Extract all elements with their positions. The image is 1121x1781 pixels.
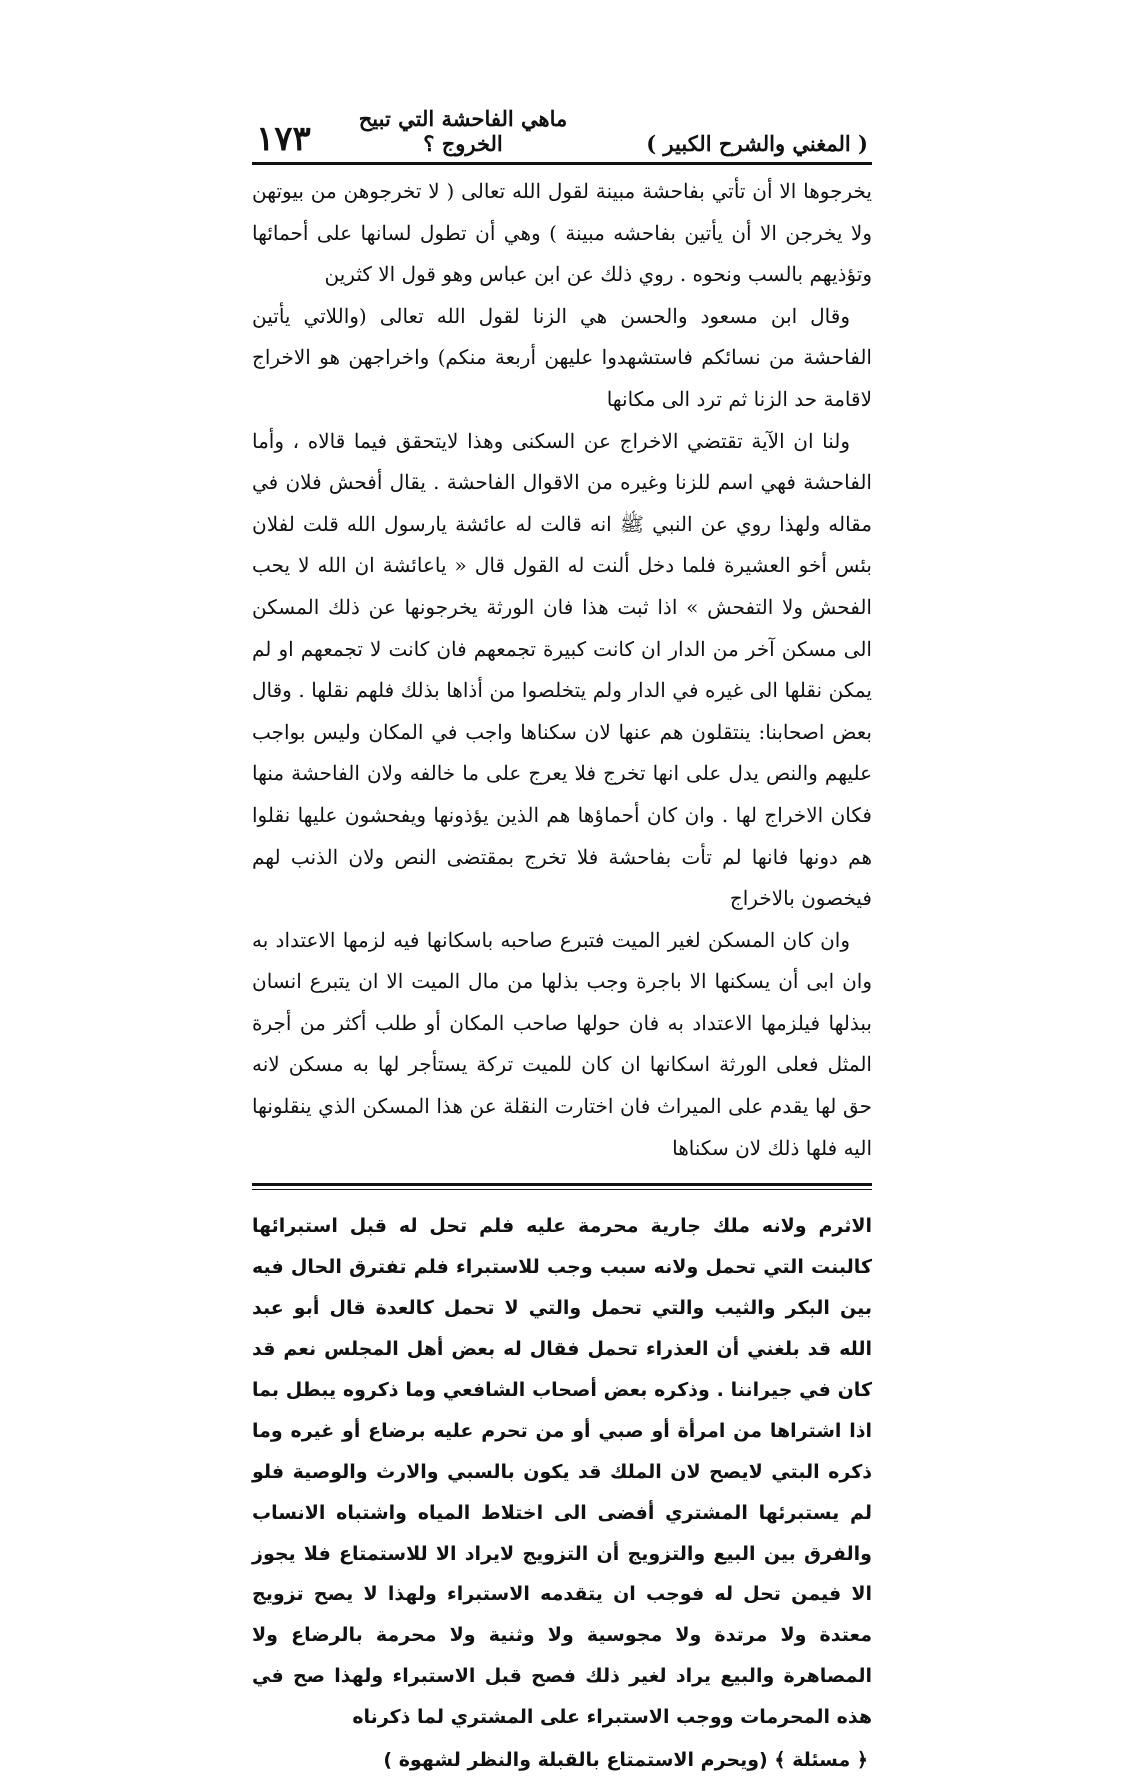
main-paragraph-2: وقال ابن مسعود والحسن هي الزنا لقول الله تعالى (واللاتي يأتين الفاحشة من نسائكم فاستشهدوا عليهن أربعة منكم) واخراجهن هو الاخراج لاقامة حد الزنا ثم ترد الى مكانها	[252, 303, 872, 411]
main-paragraph-1: يخرجوها الا أن تأتي بفاحشة مبينة لقول الله تعالى ( لا تخرجوهن من بيوتهن ولا يخرجن الا أن يأتين بفاحشه مبينة ) وهي أن تطول لسانها على أحمائها وتؤذيهم بالسب ونحوه . روي ذلك عن ابن عباس وهو قول الا كثرين	[252, 179, 872, 287]
section-divider	[252, 1183, 872, 1190]
issue-text: (ويحرم الاستمتاع بالقبلة والنظر لشهوة )	[383, 1749, 768, 1772]
main-text	[252, 171, 872, 1169]
commentary-paragraph: الاثرم ولانه ملك جارية محرمة عليه فلم تحل له قبل استبرائها كالبنت التي تحمل ولانه سبب وجب للاستبراء فلم تفترق الحال فيه بين البكر والثيب والتي تحمل والتي لا تحمل كالعدة قال أبو عبد الله قد بلغني أن العذراء تحمل فقال له بعض أهل المجلس نعم قد كان في جيراننا . وذكره بعض أصحاب الشافعي وما ذكروه يبطل بما اذا اشتراها من امرأة أو صبي أو من تحرم عليه برضاع أو غيره وما ذكره البتي لايصح لان الملك قد يكون بالسبي والارث والوصية فلو لم يستبرئها المشتري أفضى الى اختلاط المياه واشتباه الانساب والفرق بين البيع والتزويج أن التزويج لايراد الا للاستمتاع فلا يجوز الا فيمن تحل له فوجب ان يتقدمه الاستبراء ولهذا لا يصح تزويج معتدة ولا مرتدة ولا مجوسية ولا وثنية ولا محرمة بالرضاع ولا المصاهرة والبيع يراد لغير ذلك فصح قبل الاستبراء ولهذا صح في هذه المحرمات ووجب الاستبراء على المشتري لما ذكرناه	[252, 1215, 872, 1729]
issue-heading	[252, 1740, 872, 1781]
header-rule	[252, 162, 872, 165]
page-number: ١٧٣	[256, 119, 311, 159]
chapter-title: ( المغني والشرح الكبير )	[646, 131, 868, 156]
section-title: ماهي الفاحشة التي تبيح الخروج ؟	[358, 106, 568, 156]
issue-label: ﴿ مسئلة ﴾	[774, 1749, 868, 1772]
book-page	[252, 106, 872, 1781]
main-paragraph-4: وان كان المسكن لغير الميت فتبرع صاحبه باسكانها فيه لزمها الاعتداد به وان ابى أن يسكنها الا باجرة وجب بذلها من مال الميت الا ان يتبرع انسان ببذلها فيلزمها الاعتداد به فان حولها صاحب المكان أو طلب أكثر من أجرة المثل فعلى الورثة اسكانها ان كان للميت تركة يستأجر لها به مسكن لانه حق لها يقدم على الميراث فان اختارت النقلة عن هذا المسكن الذي ينقلونها اليه فلها ذلك لان سكناها	[252, 927, 872, 1160]
running-header	[252, 106, 872, 160]
divider-thick-line	[252, 1183, 872, 1186]
commentary-text	[252, 1206, 872, 1781]
main-paragraph-3: ولنا ان الآية تقتضي الاخراج عن السكنى وهذا لايتحقق فيما قالاه ، وأما الفاحشة فهي اسم للزنا وغيره من الاقوال الفاحشة . يقال أفحش فلان في مقاله ولهذا روي عن النبي ﷺ انه قالت له عائشة يارسول الله قلت لفلان بئس أخو العشيرة فلما دخل ألنت له القول قال « ياعائشة ان الله لا يحب الفحش ولا التفحش » اذا ثبت هذا فان الورثة يخرجونها عن ذلك المسكن الى مسكن آخر من الدار ان كانت كبيرة تجمعهم فان كانت لا تجمعهم او لم يمكن نقلها الى غيره في الدار ولم يتخلصوا من أذاها بذلك فلهم نقلها . وقال بعض اصحابنا: ينتقلون هم عنها لان سكناها واجب في المكان وليس بواجب عليهم والنص يدل على انها تخرج فلا يعرج على ما خالفه ولان الفاحشة منها فكان الاخراج لها . وان كان أحماؤها هم الذين يؤذونها ويفحشون عليها نقلوا هم دونها فانها لم تأت بفاحشة فلا تخرج بمقتضى النص ولان الذنب لهم فيخصون بالاخراج	[252, 428, 872, 911]
divider-thin-line	[252, 1189, 872, 1190]
